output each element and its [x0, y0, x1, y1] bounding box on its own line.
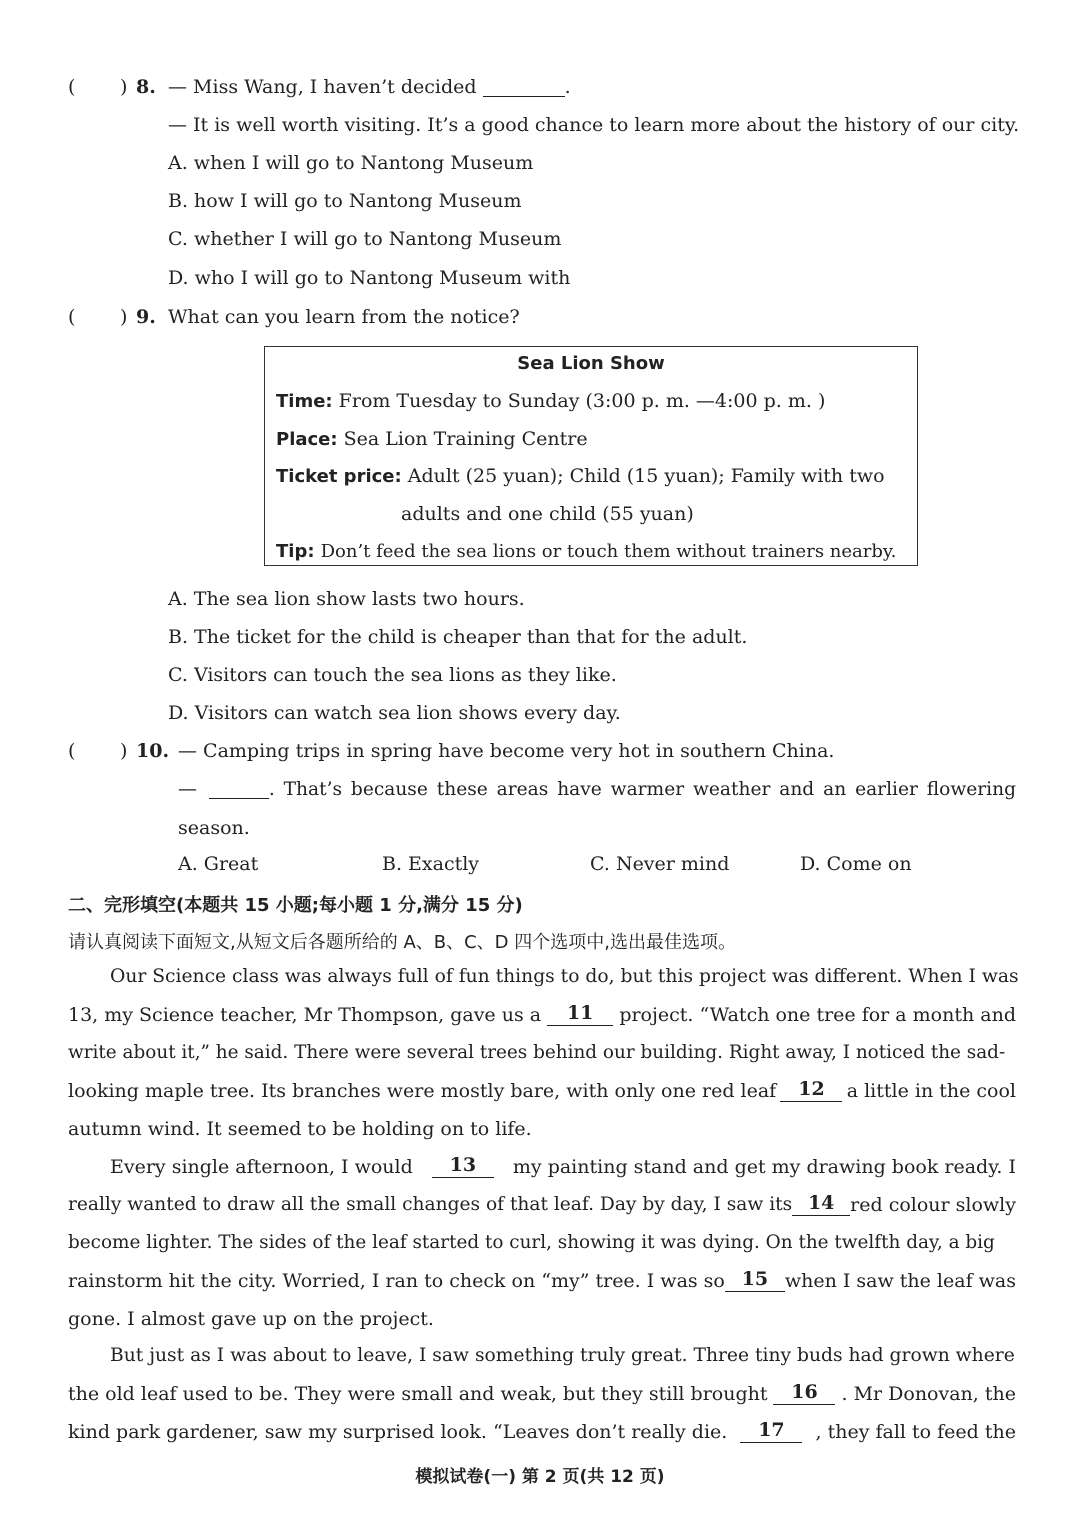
q8-open-paren: (: [68, 76, 76, 98]
blank-13: 13: [432, 1156, 494, 1178]
q10-response-text: . That’s because these areas have warmer weather and an earlier flowering: [268, 779, 1016, 800]
q9-option-c: C. Visitors can touch the sea lions as they like.: [168, 664, 617, 686]
notice-place: [276, 428, 588, 450]
notice-price-value: Adult (25 yuan); Child (15 yuan); Family with two: [407, 465, 885, 487]
p2-line2-a: really wanted to draw all the small changes of that leaf. Day by day, I saw its: [68, 1194, 793, 1215]
passage-p2-line2: [68, 1194, 1016, 1216]
p3-line2-b: . Mr Donovan, the: [841, 1383, 1016, 1405]
notice-place-label: Place:: [276, 429, 338, 450]
blank-12: 12: [780, 1080, 842, 1102]
q10-answer-blank: [209, 780, 269, 799]
passage-p2-line3: become lighter. The sides of the leaf started to curl, showing it was dying. On the twelfth day, a big: [68, 1232, 995, 1253]
notice-tip: [276, 540, 896, 562]
q10-option-b: B. Exactly: [382, 853, 480, 875]
p2-line4-b: when I saw the leaf was: [784, 1270, 1016, 1292]
passage-p2-line1: [68, 1156, 1016, 1178]
q9-option-a: A. The sea lion show lasts two hours.: [168, 588, 525, 610]
notice-title: Sea Lion Show: [517, 353, 665, 374]
p1-line2-b: project. “Watch one tree for a month and: [619, 1004, 1016, 1026]
p1-line1-text: Our Science class was always full of fun things to do, but this project was different. When I was: [110, 966, 1019, 987]
passage-p1-line3: write about it,” he said. There were several trees behind our building. Right away, I noticed the sad-: [68, 1042, 1006, 1063]
passage-p3-line1: But just as I was about to leave, I saw something truly great. Three tiny buds had grown where: [110, 1345, 1015, 1366]
passage-p1-line2: [68, 1004, 1016, 1026]
q9-option-d: D. Visitors can watch sea lion shows every day.: [168, 702, 621, 724]
q8-answer-blank: [483, 78, 565, 97]
notice-tip-value: Don’t feed the sea lions or touch them without trainers nearby.: [320, 541, 897, 562]
q8-option-a: A. when I will go to Nantong Museum: [168, 152, 534, 174]
q9-option-b: B. The ticket for the child is cheaper than that for the adult.: [168, 626, 748, 648]
notice-time-label: Time:: [276, 391, 333, 412]
q8-option-b: B. how I will go to Nantong Museum: [168, 190, 522, 212]
q8-question-end: .: [564, 76, 571, 98]
p2-line4-a: rainstorm hit the city. Worried, I ran to check on “my” tree. I was so: [68, 1270, 725, 1292]
q8-response: — It is well worth visiting. It’s a good chance to learn more about the history of our city.: [168, 114, 1020, 136]
q8-question-text: — Miss Wang, I haven’t decided: [168, 76, 477, 98]
passage-p1-line4: [68, 1080, 1016, 1102]
passage-p3-line3: [68, 1421, 1016, 1443]
q9-number: 9.: [136, 306, 156, 328]
blank-17: 17: [740, 1421, 802, 1443]
passage-p1-line5: autumn wind. It seemed to be holding on to life.: [68, 1118, 532, 1140]
p1-line4-a: looking maple tree. Its branches were mostly bare, with only one red leaf: [68, 1080, 777, 1102]
notice-place-value: Sea Lion Training Centre: [343, 428, 588, 450]
q10-question: — Camping trips in spring have become very hot in southern China.: [178, 740, 835, 762]
section-heading: 二、完形填空(本题共 15 小题;每小题 1 分,满分 15 分): [68, 895, 523, 916]
notice-time-value: From Tuesday to Sunday (3:00 p. m. —4:00 p. m. ): [338, 390, 826, 412]
notice-tip-label: Tip:: [276, 541, 315, 562]
p2-line2-b: red colour slowly: [850, 1194, 1016, 1216]
page-footer: 模拟试卷(一) 第 2 页(共 12 页): [415, 1467, 665, 1487]
q10-close-paren: ): [120, 740, 128, 762]
p3-line2-a: the old leaf used to be. They were small and weak, but they still brought: [68, 1383, 768, 1405]
q10-response-dash: —: [178, 778, 197, 800]
q10-open-paren: (: [68, 740, 76, 762]
q10-response: [178, 778, 1016, 800]
blank-16: 16: [773, 1383, 835, 1405]
notice-time: [276, 390, 825, 412]
q10-response-continued: season.: [178, 817, 250, 839]
sea-lion-notice: [264, 346, 918, 566]
notice-price: [276, 465, 885, 487]
q10-option-d: D. Come on: [800, 853, 912, 875]
passage-p3-line2: [68, 1383, 1016, 1405]
q10-number: 10.: [136, 740, 170, 762]
notice-price-continued: adults and one child (55 yuan): [401, 503, 694, 525]
q10-option-c: C. Never mind: [590, 853, 730, 875]
q8-option-d: D. who I will go to Nantong Museum with: [168, 267, 571, 289]
q8-question: [168, 76, 571, 98]
p2-line1-b: my painting stand and get my drawing book ready. I: [512, 1156, 1016, 1178]
notice-price-label: Ticket price:: [276, 466, 402, 487]
blank-15: 15: [725, 1270, 785, 1292]
q9-open-paren: (: [68, 306, 76, 328]
p3-line3-a: kind park gardener, saw my surprised look. “Leaves don’t really die.: [68, 1421, 728, 1443]
q8-number: 8.: [136, 76, 156, 98]
p1-line4-b: a little in the cool: [846, 1080, 1016, 1102]
p3-line3-b: , they fall to feed the: [815, 1421, 1016, 1443]
p1-line2-a: 13, my Science teacher, Mr Thompson, gave us a: [68, 1004, 542, 1026]
q8-option-c: C. whether I will go to Nantong Museum: [168, 228, 562, 250]
p2-line1-a: Every single afternoon, I would: [110, 1156, 413, 1178]
blank-14: 14: [792, 1194, 850, 1216]
passage-p1-line1: [68, 966, 1019, 987]
passage-p2-line4: [68, 1270, 1016, 1292]
q10-option-a: A. Great: [178, 853, 259, 875]
passage-p2-line5: gone. I almost gave up on the project.: [68, 1308, 434, 1330]
blank-11: 11: [547, 1004, 613, 1026]
q8-close-paren: ): [120, 76, 128, 98]
section-instruction: 请认真阅读下面短文,从短文后各题所给的 A、B、C、D 四个选项中,选出最佳选项。: [68, 932, 736, 953]
q9-close-paren: ): [120, 306, 128, 328]
q9-question: What can you learn from the notice?: [168, 306, 520, 328]
